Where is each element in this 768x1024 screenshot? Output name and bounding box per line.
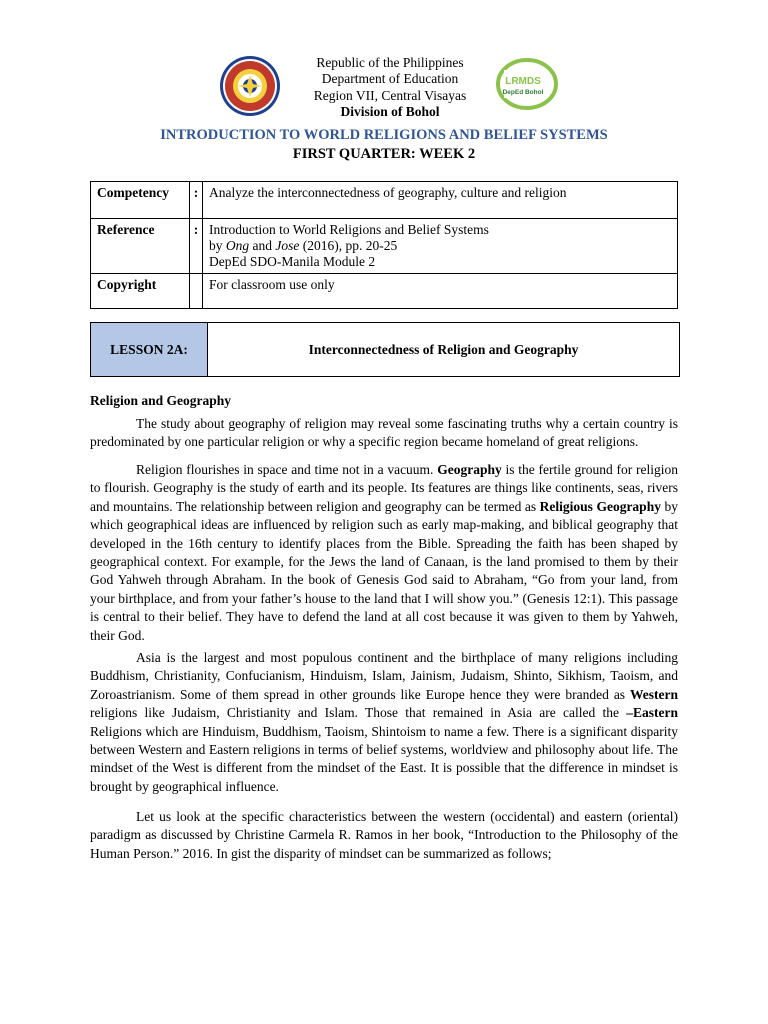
reference-line-2: by Ong and Jose (2016), pp. 20-25 <box>209 238 398 253</box>
quarter-week: FIRST QUARTER: WEEK 2 <box>292 146 476 162</box>
paragraph-2: Religion flourishes in space and time not in a vacuum. Geography is the fertile ground for religion to flourish. Geography is the study of earth and its people. Its features are things like continents, seas, rivers and mountains. The relationship between religion and geography can be termed as Religious Geography by which geographical ideas are influenced by religion such as early map-making, and biblical geography that developed in the 16th century to identify places from the Bible. Spreading the faith has been shaped by geographical context. For example, for the Jews the land of Canaan, is the land promised to them by their God Yahweh through Abraham. In the book of Genesis God said to Abraham, “Go from your land, from your birthplace, and from your father’s house to the land that I will show you.” (Genesis 12:1). This passage is central to their belief. They have to defend the land at all cost because it was given to them by Yahweh, their God. <box>90 462 679 643</box>
copyright-row <box>91 274 678 309</box>
reference-row <box>91 219 678 274</box>
lrmds-logo <box>496 58 558 110</box>
reference-author-2: Jose <box>275 238 300 253</box>
term-geography: Geography <box>437 462 502 477</box>
lrmds-logo-text: LRMDS <box>505 76 541 87</box>
colon-blank <box>190 274 203 309</box>
reference-author-1: Ong <box>225 238 250 253</box>
competency-value: Analyze the interconnectedness of geography, culture and religion <box>203 182 678 219</box>
competency-label: Competency <box>91 182 190 219</box>
copyright-label: Copyright <box>91 274 190 309</box>
lesson-label: LESSON 2A: <box>91 323 208 376</box>
header-department: Department of Education <box>321 71 459 86</box>
term-eastern: –Eastern <box>626 705 678 721</box>
info-table <box>90 181 678 309</box>
header-region: Region VII, Central Visayas <box>313 88 467 103</box>
term-western: Western <box>630 686 678 702</box>
term-religious-geography: Religious Geography <box>539 498 661 514</box>
reference-line-1: Introduction to World Religions and Belief Systems <box>209 222 489 237</box>
reference-value <box>203 219 678 274</box>
lesson-title: Interconnectedness of Religion and Geography <box>308 341 579 357</box>
copyright-value: For classroom use only <box>203 274 678 309</box>
reference-label: Reference <box>91 219 190 274</box>
section-heading: Religion and Geography <box>90 393 232 408</box>
header-division: Division of Bohol <box>340 104 440 119</box>
paragraph-1: The study about geography of religion may reveal some fascinating truths why a certain country is predominated by one particular religion or why a specific region became homeland of great religions. <box>90 416 678 450</box>
reference-line-3: DepEd SDO-Manila Module 2 <box>209 254 376 269</box>
colon: : <box>190 182 203 219</box>
competency-row <box>91 182 678 219</box>
lesson-box <box>90 322 680 377</box>
paragraph-4: Let us look at the specific characteristics between the western (occidental) and eastern (oriental) paradigm as discussed by Christine Carmela R. Ramos in her book, “Introduction to the Philosophy of the Human Person.” 2016. In gist the disparity of mindset can be summarized as follows; <box>90 809 678 861</box>
colon: : <box>190 219 203 274</box>
paragraph-3: Asia is the largest and most populous continent and the birthplace of many religions including Buddhism, Christianity, Confucianism, Hinduism, Islam, Jainism, Judaism, Shinto, Sikhism, Taoism, and Zoroastrianism. Some of them spread in other grounds like Europe hence they were branded as Western religions like Judaism, Christianity and Islam. Those that remained in Asia are called the –Eastern Religions which are Hinduism, Buddhism, Taoism, Shintoism to name a few. There is a significant disparity between Western and Eastern religions in terms of belief systems, worldview and philosophy about life. The mindset of the West is different from the mindset of the East. It is possible that the difference in mindset is brought by geographical influence. <box>90 650 678 794</box>
course-title: INTRODUCTION TO WORLD RELIGIONS AND BELIEF SYSTEMS <box>160 127 608 143</box>
deped-seal-logo <box>219 55 281 117</box>
lrmds-logo-subtext: DepEd Bohol <box>502 89 544 96</box>
header-republic: Republic of the Philippines <box>316 55 464 70</box>
